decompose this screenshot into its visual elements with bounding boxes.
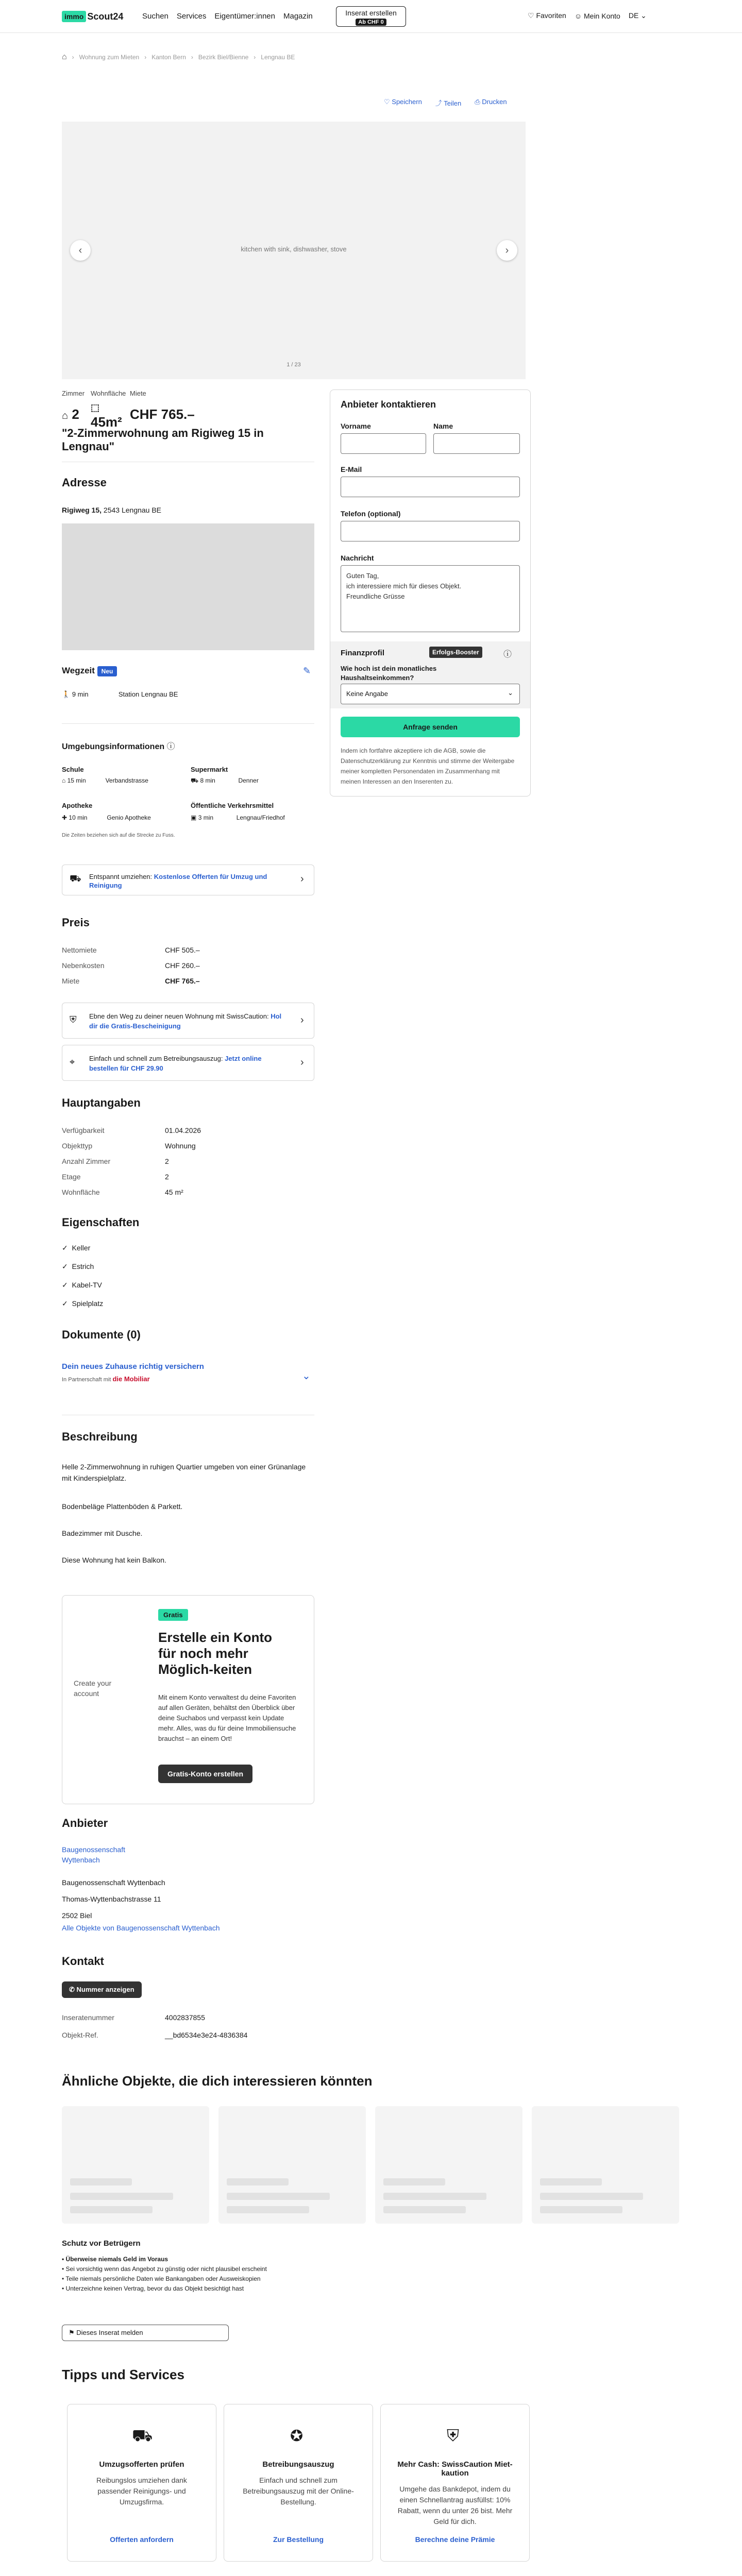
breadcrumb-item[interactable]: Kanton Bern — [151, 54, 186, 61]
chevron-right-icon: › — [300, 1057, 304, 1068]
provider-street: Thomas-Wyttenbachstrasse 11 — [62, 1895, 161, 1903]
key-facts — [62, 389, 195, 430]
logo[interactable]: immo Scout24 — [62, 10, 123, 23]
print-icon: ⎙ — [475, 98, 480, 106]
mobiliar-logo: die Mobiliar — [112, 1375, 150, 1383]
area-icon: ⬚ — [91, 402, 100, 413]
rent-value: CHF 765.– — [130, 406, 195, 422]
poi-title: Supermarkt — [191, 766, 228, 773]
description-heading: Beschreibung — [62, 1430, 138, 1443]
provider-name-link[interactable]: Baugenossenschaft Wyttenbach — [62, 1845, 125, 1864]
listing-title: "2-Zimmerwohnung am Rigiweg 15 in Lengnau" — [62, 427, 264, 453]
chevron-down-icon: ⌄ — [302, 1370, 311, 1382]
listing-actions — [384, 98, 507, 108]
service-card-moving[interactable]: ⛟ Umzugsofferten prüfen Reibungslos umziehen dank passender Reinigungs- und Umzugsfirma. Offerten anfordern — [67, 2404, 216, 2562]
poi-row: ⛟ 8 min Denner — [191, 777, 259, 784]
image-gallery[interactable] — [62, 122, 526, 379]
chevron-right-icon: › — [300, 1014, 304, 1026]
price-row: Nebenkosten CHF 260.– — [62, 961, 200, 970]
deposit-banner[interactable]: ⛨ Ebne den Weg zu deiner neuen Wohnung mit SwissCaution: Hol dir die Gratis-Bescheinigung › — [62, 1003, 314, 1039]
calculate-premium-link[interactable]: Berechne deine Prämie — [415, 2535, 495, 2544]
breadcrumb-item[interactable]: Bezirk Biel/Bienne — [198, 54, 249, 61]
insurance-teaser[interactable]: Dein neues Zuhause richtig versichern In Partnerschaft mit die Mobiliar ⌄ — [62, 1362, 311, 1383]
service-card-deposit[interactable]: ⛨ Mehr Cash: SwissCaution Miet-kaution Umgehe das Bankdepot, indem du einen Schnellantrag ausfüllst: 10% Rabatt, wenn du unter 26 bist. Mehr Geld für dich. Berechne deine Prämie — [380, 2404, 530, 2562]
nav-magazine[interactable]: Magazin — [283, 12, 313, 21]
chevron-right-icon: › — [505, 245, 509, 256]
poi-row: ⌂ 15 min Verbandstrasse — [62, 777, 148, 784]
user-icon: ☺ — [574, 11, 582, 20]
moving-offer-banner[interactable]: ⛟ Entspannt umziehen: Kostenlose Offerten für Umzug und Reinigung › — [62, 865, 314, 895]
share-button[interactable]: ⤴ Teilen — [435, 99, 462, 107]
pharmacy-icon: ✚ — [62, 814, 68, 821]
provider-name: Baugenossenschaft Wyttenbach — [62, 1878, 165, 1887]
shield-icon: ⛨ — [70, 1014, 77, 1025]
lastname-field[interactable] — [433, 433, 520, 454]
price-badge: Ab CHF 0 — [356, 19, 386, 26]
chevron-down-icon: ⌄ — [640, 11, 647, 20]
breadcrumb: ⌂ › Wohnung zum Mieten › Kanton Bern › Bezirk Biel/Bienne › Lengnau BE — [62, 53, 295, 61]
provider-heading: Anbieter — [62, 1817, 108, 1829]
main-data-row: Objekttyp Wohnung — [62, 1142, 196, 1150]
description-text: Diese Wohnung hat kein Balkon. — [62, 1556, 166, 1564]
finance-title: Finanzprofil — [341, 649, 384, 657]
features-heading: Eigenschaften — [62, 1216, 140, 1229]
description-text: Bodenbeläge Plattenböden & Parkett. — [62, 1502, 183, 1511]
firstname-label: Vorname — [341, 422, 371, 430]
flag-icon: ⚑ — [69, 2329, 75, 2336]
price-row: Miete CHF 765.– — [62, 977, 200, 985]
chevron-left-icon: ‹ — [78, 245, 82, 256]
main-data-row: Etage 2 — [62, 1173, 169, 1181]
email-label: E-Mail — [341, 465, 362, 473]
create-account-button[interactable]: Gratis-Konto erstellen — [158, 1765, 252, 1783]
save-button[interactable]: ♡ Speichern — [384, 98, 422, 106]
next-image-button[interactable] — [497, 240, 517, 261]
feature-item: ✓ Keller — [62, 1244, 91, 1252]
price-row: Nettomiete CHF 505.– — [62, 946, 200, 954]
nav-services[interactable]: Services — [176, 12, 207, 21]
image-counter: 1 / 23 — [286, 362, 301, 368]
firstname-field[interactable] — [341, 433, 426, 454]
main-data-row: Verfügbarkeit 01.04.2026 — [62, 1126, 201, 1134]
poi-title: Öffentliche Verkehrsmittel — [191, 802, 274, 809]
message-field[interactable]: Guten Tag, ich interessiere mich für dieses Objekt. Freundliche Grüsse — [341, 565, 520, 632]
language-select[interactable]: DE ⌄ — [628, 11, 647, 20]
check-icon: ✓ — [62, 1299, 68, 1308]
description-text: Badezimmer mit Dusche. — [62, 1529, 143, 1537]
similar-listing-placeholder[interactable] — [375, 2106, 522, 2224]
send-request-button[interactable]: Anfrage senden — [341, 717, 520, 737]
shield-icon: ⛨ — [447, 2426, 460, 2445]
info-icon[interactable]: ⓘ — [503, 650, 512, 659]
check-icon: ✓ — [62, 1244, 68, 1252]
check-icon: ✓ — [62, 1262, 68, 1270]
check-icon: ✓ — [62, 1281, 68, 1289]
surroundings-note: Die Zeiten beziehen sich auf die Strecke zu Fuss. — [62, 833, 175, 838]
commute-heading: Wegzeit Neu — [62, 666, 117, 676]
phone-icon: ✆ — [69, 1986, 75, 1993]
services-heading: Tipps und Services — [62, 2367, 184, 2382]
all-objects-link[interactable]: Alle Objekte von Baugenossenschaft Wyttenbach — [62, 1924, 220, 1932]
phone-label: Telefon (optional) — [341, 510, 401, 518]
main-nav — [142, 12, 313, 21]
income-select[interactable]: Keine Angabe ⌄ — [341, 684, 520, 704]
badge-icon: ✪ — [290, 2428, 303, 2445]
main-data-row: Anzahl Zimmer 2 — [62, 1157, 169, 1165]
truck-icon: ⛟ — [70, 873, 81, 884]
chevron-down-icon: ⌄ — [508, 689, 513, 697]
message-label: Nachricht — [341, 554, 374, 562]
image-alt-text: kitchen with sink, dishwasher, stove — [241, 245, 347, 253]
poi-row: ▣ 3 min Lengnau/Friedhof — [191, 814, 285, 821]
request-offers-link[interactable]: Offerten anfordern — [110, 2535, 174, 2544]
promo-side-label: Create your account — [74, 1679, 112, 1698]
commute-row: 🚶 9 min Station Lengnau BE — [62, 690, 178, 698]
free-badge: Gratis — [158, 1609, 188, 1621]
school-icon: ⌂ — [62, 777, 66, 784]
similar-listing-placeholder[interactable] — [62, 2106, 209, 2224]
order-link[interactable]: Zur Bestellung — [273, 2535, 324, 2544]
area-label: Wohnfläche — [91, 389, 126, 397]
provider-city: 2502 Biel — [62, 1911, 92, 1920]
phone-field[interactable] — [341, 521, 520, 541]
contact-heading: Kontakt — [62, 1955, 104, 1968]
edit-icon[interactable]: ✎ — [303, 666, 311, 676]
share-icon: ⤴ — [435, 99, 442, 107]
contact-row: Inseratenummer 4002837855 — [62, 2013, 205, 2022]
bus-icon: ▣ — [191, 814, 197, 821]
breadcrumb-item[interactable]: Wohnung zum Mieten — [79, 54, 140, 61]
cart-icon: ⛟ — [191, 777, 199, 784]
chevron-right-icon: › — [300, 873, 304, 885]
home-icon[interactable]: ⌂ — [62, 53, 67, 61]
create-listing-button[interactable]: Inserat erstellen Ab CHF 0 — [336, 6, 406, 27]
contact-form — [330, 389, 531, 796]
price-heading: Preis — [62, 916, 90, 929]
area-value: 45m² — [91, 414, 122, 430]
new-badge: Neu — [97, 666, 117, 676]
fraud-heading: Schutz vor Betrügern — [62, 2239, 141, 2248]
address-line: Rigiweg 15, 2543 Lengnau BE — [62, 506, 162, 514]
location-icon: ⌖ — [70, 1057, 75, 1067]
main-data-heading: Hauptangaben — [62, 1096, 141, 1109]
heart-icon: ♡ — [384, 98, 390, 106]
fraud-list: • Überweise niemals Geld im Voraus • Sei vorsichtig wenn das Angebot zu günstig oder nicht plausibel erscheint • Teile niemals persönliche Daten wie Bankangaben oder Ausweiskopien • Unterzeichne keinen Vertrag, bevor du das Objekt besichtigt hast — [62, 2256, 267, 2292]
previous-image-button[interactable] — [70, 240, 91, 261]
heart-icon: ♡ — [528, 11, 534, 20]
similar-heading: Ähnliche Objekte, die dich interessieren könnten — [62, 2073, 373, 2089]
surroundings-heading: Umgebungsinformationen ⓘ — [62, 742, 175, 751]
poi-title: Schule — [62, 766, 84, 773]
info-icon[interactable]: ⓘ — [166, 742, 175, 751]
legal-text: Indem ich fortfahre akzeptiere ich die AGB, sowie die Datenschutzerklärung zur Kenntnis und stimme der Weitergabe meiner kompletten Personendaten im Zusammenhang mit meinen Interessen an den Inserenten zu. — [341, 747, 515, 785]
description-text: Helle 2-Zimmerwohnung in ruhigen Quartier umgeben von einer Grünanlage mit Kinderspielplatz. — [62, 1463, 306, 1482]
top-navigation — [0, 0, 742, 33]
success-booster-badge: Erfolgs-Booster — [429, 647, 482, 658]
finance-profile — [330, 641, 530, 708]
email-field[interactable] — [341, 477, 520, 497]
poi-row: ✚ 10 min Genio Apotheke — [62, 814, 151, 821]
map[interactable] — [62, 523, 314, 650]
nav-owners[interactable]: Eigentümer:innen — [214, 12, 275, 21]
similar-listing-placeholder[interactable] — [532, 2106, 679, 2224]
show-number-button[interactable]: ✆ Nummer anzeigen — [62, 1981, 142, 1998]
income-question: Wie hoch ist dein monatliches Haushaltseinkommen? — [341, 665, 437, 682]
house-icon: ⌂ — [62, 410, 69, 421]
contact-row: Objekt-Ref. __bd6534e3e24-4836384 — [62, 2031, 248, 2039]
account-link[interactable]: ☺ Mein Konto — [574, 11, 620, 20]
documents-heading: Dokumente (0) — [62, 1328, 141, 1341]
debt-register-banner[interactable]: ⌖ Einfach und schnell zum Betreibungsauszug: Jetzt online bestellen für CHF 29.90 › — [62, 1045, 314, 1081]
service-card-debt-register[interactable]: ✪ Betreibungsauszug Einfach und schnell zum Betreibungsauszug mit der Online-Bestellung. Zur Bestellung — [224, 2404, 373, 2562]
breadcrumb-item[interactable]: Lengnau BE — [261, 54, 295, 61]
nav-search[interactable]: Suchen — [142, 12, 168, 21]
feature-item: ✓ Spielplatz — [62, 1299, 104, 1308]
lastname-label: Name — [433, 422, 453, 430]
walk-icon: 🚶 — [62, 690, 71, 698]
rent-label: Miete — [130, 389, 146, 397]
feature-item: ✓ Kabel-TV — [62, 1281, 102, 1289]
report-listing-button[interactable]: ⚑ Dieses Inserat melden — [62, 2325, 229, 2341]
print-button[interactable]: ⎙ Drucken — [475, 98, 507, 106]
main-data-row: Wohnfläche 45 m² — [62, 1188, 183, 1196]
feature-item: ✓ Estrich — [62, 1262, 94, 1270]
promo-text: Mit einem Konto verwaltest du deine Favoriten auf allen Geräten, behältst den Überblick über deine Suchabos und verpasst kein Update mehr. Alles, was du für deine Immobiliensuche brauchst – an einem Ort! — [158, 1693, 296, 1742]
truck-icon: ⛟ — [132, 2426, 153, 2445]
rooms-label: Zimmer — [62, 389, 85, 397]
contact-form-heading: Anbieter kontaktieren — [341, 399, 436, 410]
similar-listing-placeholder[interactable] — [218, 2106, 366, 2224]
promo-title: Erstelle ein Konto für noch mehr Möglich-keiten — [158, 1630, 273, 1677]
favorites-link[interactable]: ♡ Favoriten — [528, 11, 566, 20]
address-heading: Adresse — [62, 476, 107, 489]
account-promo-card — [62, 1595, 314, 1804]
rooms-value: 2 — [72, 406, 79, 422]
poi-title: Apotheke — [62, 802, 93, 809]
divider — [62, 723, 314, 724]
